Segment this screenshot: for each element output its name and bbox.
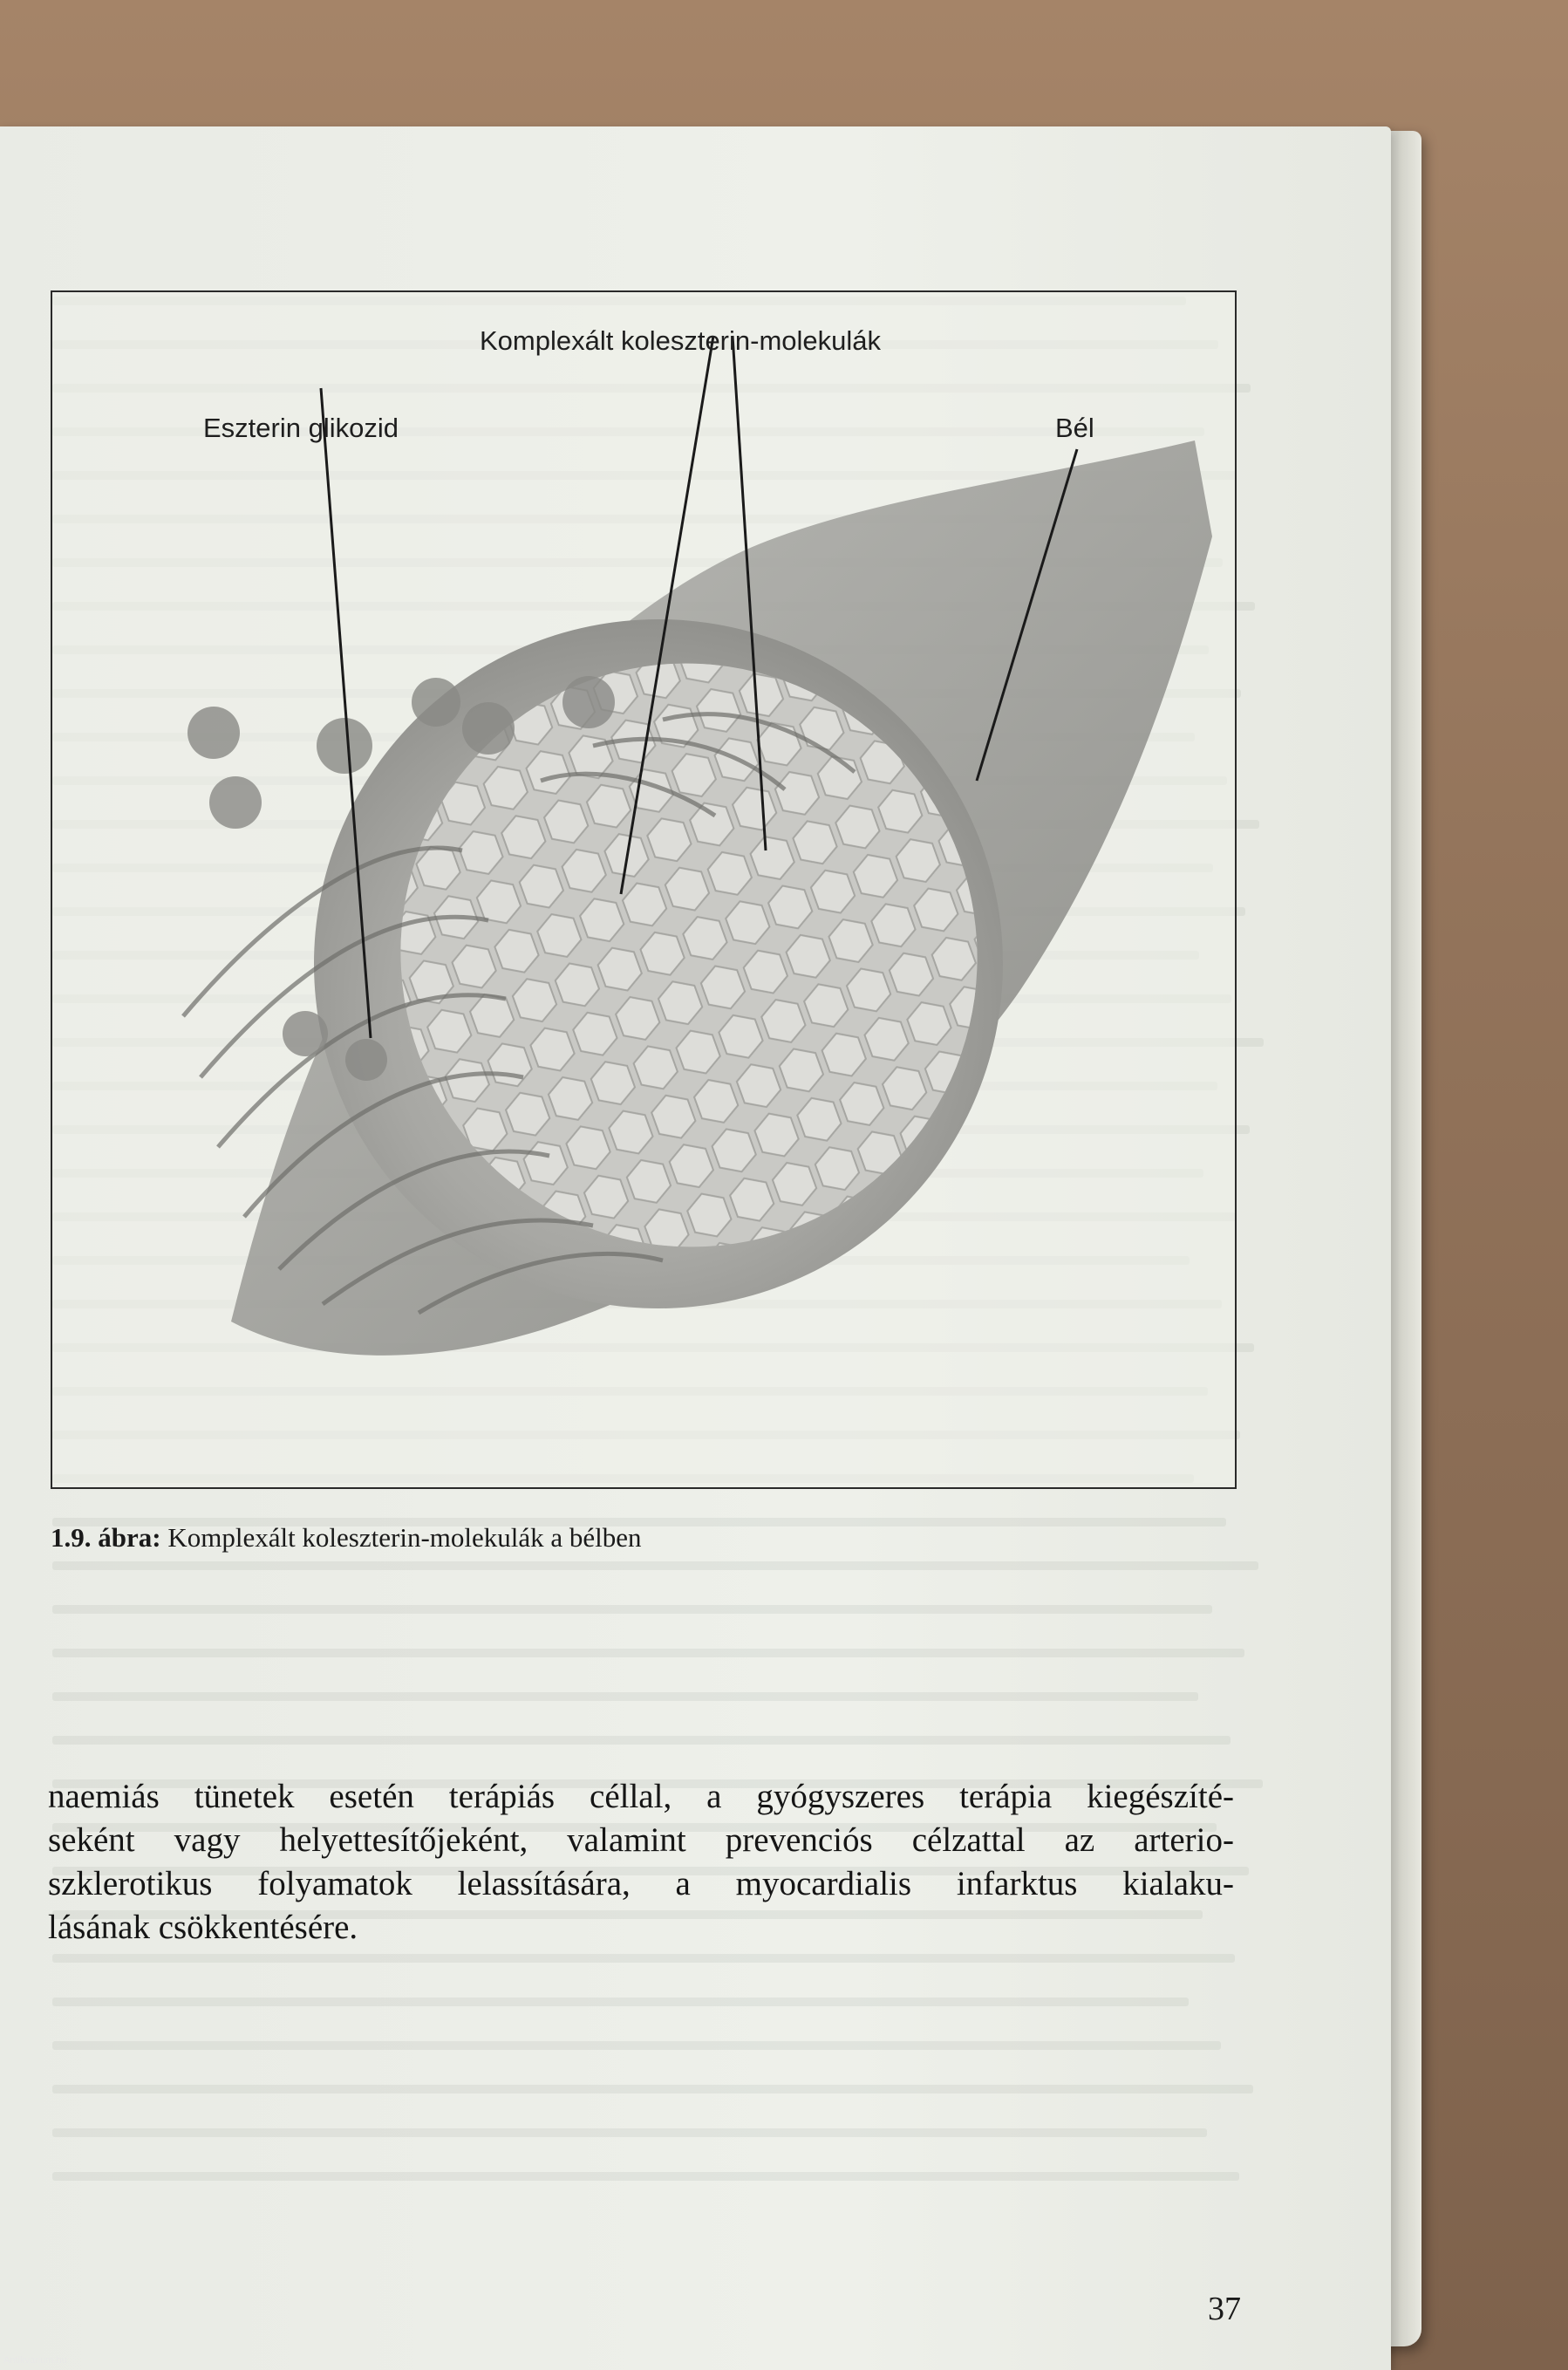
body-paragraph — [48, 1775, 1234, 1950]
watermark-text: Antikvarium.hu — [3, 2355, 67, 2366]
show-through-line — [52, 1998, 1189, 2006]
show-through-line — [52, 1736, 1231, 1745]
label-ester-glycoside: Eszterin glikozid — [203, 413, 399, 443]
show-through-line — [52, 2172, 1239, 2181]
caption-number: 1.9. ábra: — [51, 1522, 161, 1553]
show-through-line — [52, 1954, 1235, 1963]
page-number: 37 — [1208, 2291, 1241, 2327]
show-through-line — [52, 1692, 1198, 1701]
label-gut: Bél — [1055, 413, 1094, 443]
figure-frame — [51, 290, 1237, 1489]
show-through-line — [52, 2128, 1207, 2137]
show-through-line — [52, 1561, 1258, 1570]
show-through-line — [52, 2041, 1221, 2050]
show-through-line — [52, 1649, 1244, 1657]
label-complexed-cholesterol: Komplexált koleszterin-molekulák — [480, 325, 882, 356]
show-through-line — [52, 2085, 1253, 2093]
body-line: naemiás tünetek esetén terápiás céllal, a gyógyszeres terápia kiegészíté- — [48, 1778, 1234, 1815]
body-line: seként vagy helyettesítőjeként, valamint prevenciós célzattal az arterio- — [48, 1821, 1234, 1859]
book-page — [0, 126, 1391, 2370]
figure-caption — [51, 1522, 642, 1554]
caption-text: Komplexált koleszterin-molekulák a bélben — [167, 1522, 642, 1553]
body-line: lásának csökkentésére. — [48, 1909, 358, 1946]
show-through-line — [52, 1605, 1212, 1614]
intestine-illustration — [52, 292, 1235, 1487]
body-line: szklerotikus folyamatok lelassítására, a myocardialis infarktus kialaku- — [48, 1865, 1234, 1902]
